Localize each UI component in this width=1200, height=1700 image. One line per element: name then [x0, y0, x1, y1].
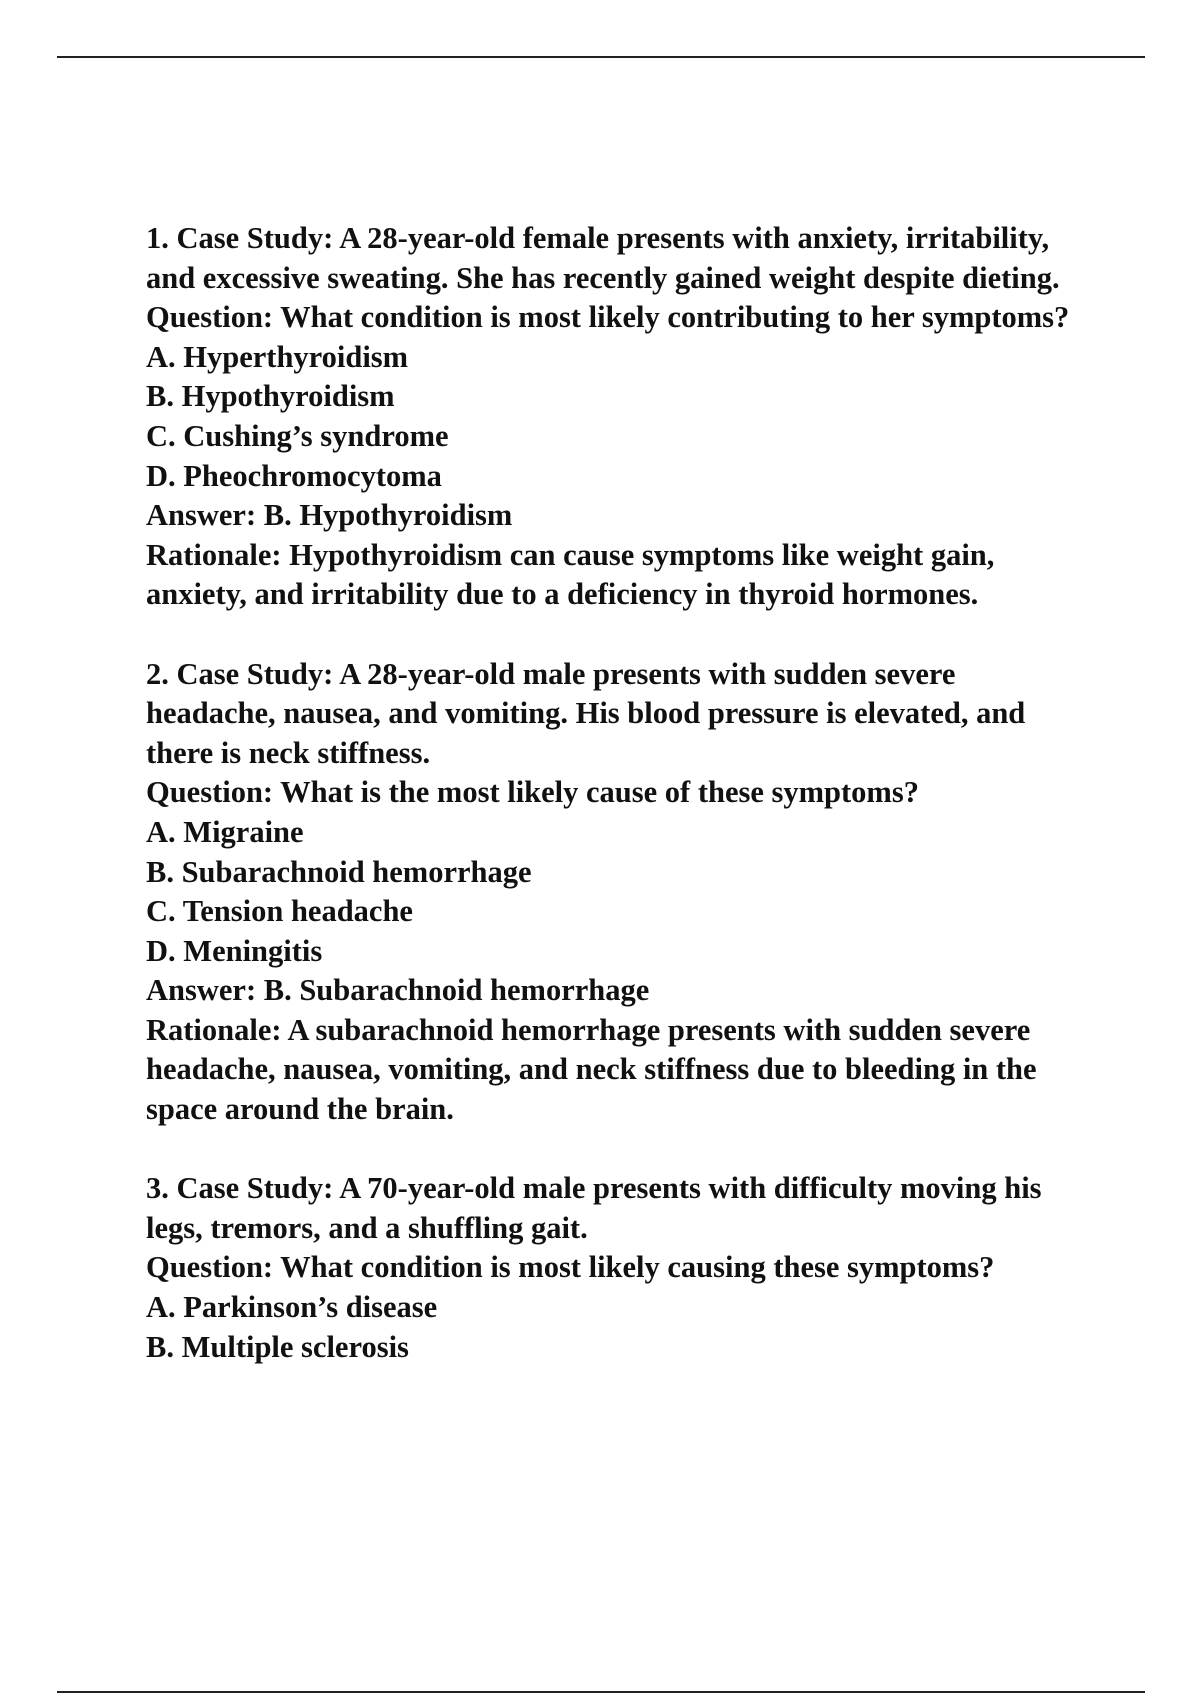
case-study-text: 2. Case Study: A 28-year-old male presents with sudden severe headache, nausea, and vomiting. His blood pressure is elevated, and there is neck stiffness. [146, 656, 1026, 770]
case-study-text: 3. Case Study: A 70-year-old male presents with difficulty moving his legs, tremors, and a shuffling gait. [146, 1171, 1042, 1245]
option-c: C. Tension headache [146, 894, 413, 929]
answer-text: Answer: B. Subarachnoid hemorrhage [146, 973, 650, 1008]
rationale-text: Rationale: A subarachnoid hemorrhage presents with sudden severe headache, nausea, vomiting, and neck stiffness due to bleeding in the space around the brain. [146, 1012, 1037, 1127]
option-b: B. Subarachnoid hemorrhage [146, 854, 532, 889]
option-b: B. Multiple sclerosis [146, 1329, 409, 1364]
question-text: Question: What is the most likely cause of these symptoms? [146, 775, 919, 810]
question-block-1 [146, 219, 1086, 615]
document-body [146, 219, 1086, 1407]
option-d: D. Meningitis [146, 933, 323, 968]
header-rule [57, 56, 1145, 58]
question-text: Question: What condition is most likely causing these symptoms? [146, 1250, 995, 1285]
answer-text: Answer: B. Hypothyroidism [146, 498, 513, 533]
question-block-3 [146, 1169, 1086, 1367]
footer-rule [57, 1691, 1145, 1693]
option-a: A. Parkinson’s disease [146, 1290, 438, 1325]
case-study-text: 1. Case Study: A 28-year-old female presents with anxiety, irritability, and excessive sweating. She has recently gained weight despite dieting. [146, 221, 1060, 295]
question-block-2 [146, 655, 1086, 1130]
option-a: A. Migraine [146, 814, 304, 849]
option-a: A. Hyperthyroidism [146, 339, 409, 374]
option-c: C. Cushing’s syndrome [146, 418, 449, 453]
rationale-text: Rationale: Hypothyroidism can cause symptoms like weight gain, anxiety, and irritability due to a deficiency in thyroid hormones. [146, 537, 995, 612]
question-text: Question: What condition is most likely contributing to her symptoms? [146, 300, 1070, 335]
option-d: D. Pheochromocytoma [146, 458, 442, 493]
option-b: B. Hypothyroidism [146, 379, 395, 414]
